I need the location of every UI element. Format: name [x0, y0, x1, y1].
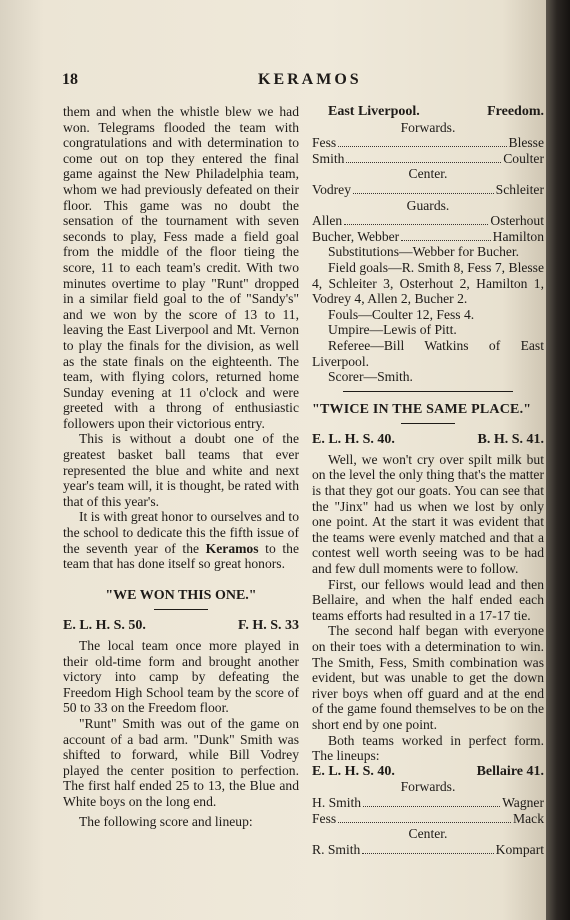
lineup-row	[312, 213, 544, 229]
home-player: Allen	[312, 213, 343, 229]
home-team: E. L. H. S. 40.	[312, 763, 395, 779]
lineup-row	[312, 182, 544, 198]
home-score: E. L. H. S. 50.	[63, 618, 146, 634]
leader-dots	[346, 162, 501, 163]
leader-dots	[338, 146, 506, 147]
position-label: Forwards.	[400, 119, 456, 135]
paragraph: First, our fellows would lead and then Bellaire, and when the half ended each teams efforts had resulted in a 17-17 tie.	[312, 576, 544, 623]
paragraph: them and when the whistle blew we had won. Telegrams flooded the team with congratulations and with determination to come out on top they entered the final game against the New Philadelphia team, whom we had previously defeated on their floor. This game was no doubt the sensation of the tournament with seven seconds to play, Fess made a field goal from the middle of the floor tieing the score, 11 to each team's credit. With two minutes overtime to play "Runt" dropped in a similar field goal to the of "Sandy's" and we won by the score of 13 to 11, leaving the East Liverpool and Mt. Vernon to play the finals for the division, as well as the state finals on the eighteenth. The team, with flying colors, returned home Sunday evening at 11 o'clock and were greeted with a throng of enthusiastic followers upon their victorious entry.	[63, 104, 299, 431]
away-player: Wagner	[502, 794, 544, 810]
score-line	[63, 618, 299, 634]
divider	[154, 609, 208, 610]
lineup-row	[312, 795, 544, 811]
paragraph: The local team once more played in their old-time form and brought another victory into camp by defeating the Freedom High School team by the score of 50 to 33 on the Freedom floor.	[63, 638, 299, 716]
leader-dots	[344, 224, 488, 225]
lineup-row	[312, 135, 544, 151]
divider	[343, 391, 513, 392]
leader-dots	[363, 806, 500, 807]
lineup-row	[312, 842, 544, 858]
umpire: Umpire—Lewis of Pitt.	[328, 322, 457, 338]
home-player: Fess	[312, 810, 337, 826]
away-player: Blesse	[508, 135, 544, 151]
lineup-row	[312, 151, 544, 167]
section-heading: "WE WON THIS ONE."	[105, 587, 257, 603]
lineup-row	[312, 811, 544, 827]
paragraph	[63, 509, 299, 571]
paragraph-text: It is with great honor to ourselves and to the school to dedicate this the fifth issue of the seventh year of the	[63, 509, 299, 556]
leader-dots	[353, 193, 494, 194]
away-player: Osterhout	[490, 213, 544, 229]
page-number: 18	[62, 71, 78, 88]
away-player: Mack	[513, 810, 544, 826]
score-line	[312, 432, 544, 448]
away-player: Schleiter	[495, 181, 544, 197]
home-score: E. L. H. S. 40.	[312, 432, 395, 448]
section-heading: "TWICE IN THE SAME PLACE."	[312, 401, 532, 417]
right-column	[312, 104, 544, 857]
away-player: Kompart	[495, 841, 544, 857]
home-team: East Liverpool.	[328, 104, 420, 119]
lineup-header	[312, 104, 544, 120]
scorer: Scorer—Smith.	[328, 369, 413, 385]
home-player: H. Smith	[312, 794, 362, 810]
paragraph: Well, we won't cry over spilt milk but on the level the only thing that's the matter is that they got our goats. You can see that the "Jinx" had us when we lost by only one point. At the start it was evident that the teams were evenly matched and that a contest well worth seeing was to be had and few dull moments were to follow.	[312, 451, 544, 577]
leader-dots	[338, 822, 511, 823]
home-player: R. Smith	[312, 841, 361, 857]
position-label: Forwards.	[400, 779, 456, 795]
away-score: B. H. S. 41.	[477, 432, 544, 448]
fouls: Fouls—Coulter 12, Fess 4.	[328, 306, 475, 322]
paragraph: The second half began with everyone on their toes with a determination to win. The Smith, Fess, Smith combination was evident, but was unable to get the down river boys when off guard and at the end of the game found themselves to be on the short end by one point.	[312, 623, 544, 732]
paragraph-text: to the team that has done itself so great honors.	[63, 540, 299, 572]
away-team: Freedom.	[487, 104, 544, 119]
away-score: F. H. S. 33	[238, 618, 299, 634]
lineup-row	[312, 229, 544, 245]
field-goals: Field goals—R. Smith 8, Fess 7, Blesse 4, Schleiter 3, Osterhout 2, Hamilton 1, Vodrey 4, Allen 2, Bucher 2.	[312, 259, 544, 307]
substitutions: Substitutions—Webber for Bucher.	[328, 244, 520, 260]
paragraph: "Runt" Smith was out of the game on account of a bad arm. "Dunk" Smith was shifted to forward, while Bill Vodrey played the center position to perfection. The first half ended 25 to 13, the Blue and White boys on the long end.	[63, 715, 299, 809]
magazine-name: Keramos	[205, 540, 259, 556]
home-player: Fess	[312, 135, 337, 151]
position-label: Center.	[408, 826, 448, 842]
book-binding-edge	[546, 0, 570, 920]
leader-dots	[362, 853, 493, 854]
home-player: Bucher, Webber	[312, 228, 400, 244]
page-header	[62, 71, 516, 93]
away-team: Bellaire 41.	[476, 763, 544, 779]
left-column	[63, 104, 299, 829]
away-player: Hamilton	[492, 228, 544, 244]
lineup-header	[312, 764, 544, 780]
home-player: Smith	[312, 150, 345, 166]
leader-dots	[401, 240, 490, 241]
paragraph: This is without a doubt one of the greatest basket ball teams that ever represented the blue and white and next year's team will, it is thought, be rated with that of this year's.	[63, 431, 299, 509]
away-player: Coulter	[503, 150, 544, 166]
referee: Referee—Bill Watkins of East Liverpool.	[312, 337, 544, 369]
running-title: KERAMOS	[258, 71, 362, 88]
position-label: Center.	[408, 166, 448, 182]
divider	[401, 423, 455, 424]
position-label: Guards.	[406, 197, 450, 213]
paragraph: Both teams worked in perfect form. The lineups:	[312, 732, 544, 764]
home-player: Vodrey	[312, 181, 352, 197]
paragraph: The following score and lineup:	[79, 813, 253, 829]
